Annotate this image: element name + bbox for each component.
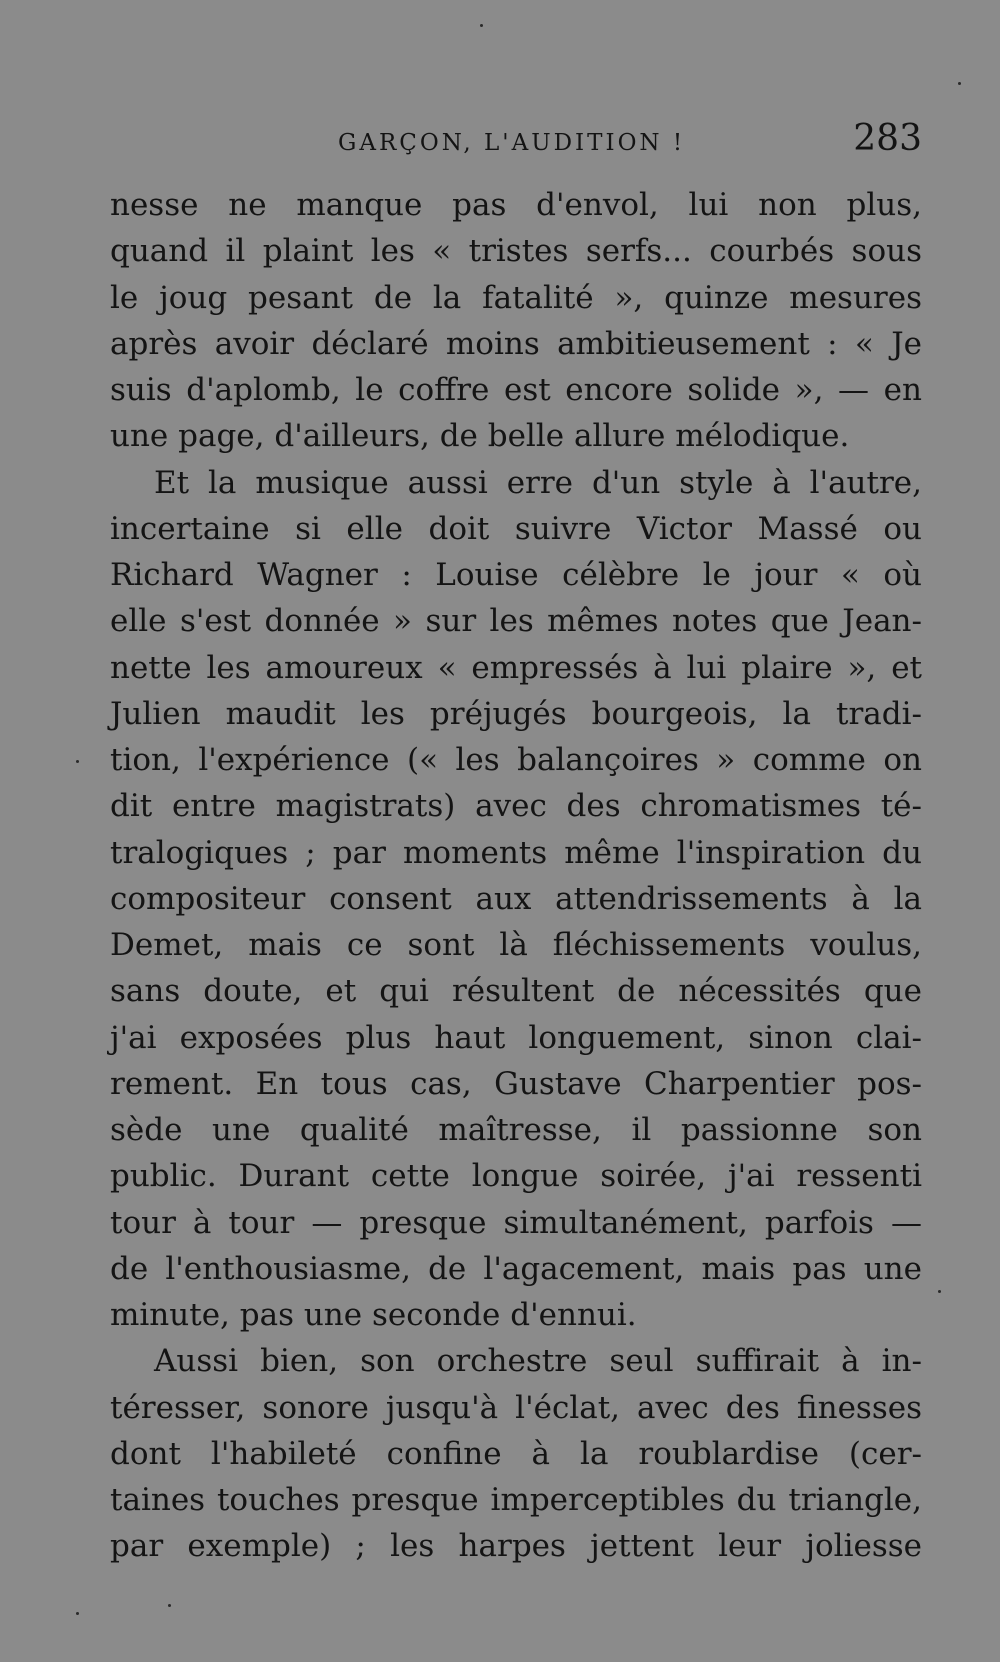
text-line: public. Durant cette longue soirée, j'ai ressenti — [110, 1158, 922, 1195]
text-line: rement. En tous cas, Gustave Charpentier pos- — [110, 1065, 922, 1102]
text-line: Julien maudit les préjugés bourgeois, la tradi- — [110, 695, 922, 732]
text-line: tralogiques ; par moments même l'inspiration du — [110, 834, 922, 871]
scan-speck — [76, 760, 79, 763]
text-line: le joug pesant de la fatalité », quinze mesures — [110, 279, 922, 316]
text-line: sans doute, et qui résultent de nécessités que — [110, 973, 922, 1010]
running-title: GARÇON, L'AUDITION ! — [338, 130, 686, 156]
text-line: Aussi bien, son orchestre seul suffirait à in- — [154, 1343, 922, 1380]
text-line: elle s'est donnée » sur les mêmes notes que Jean- — [110, 603, 922, 640]
text-line: téresser, sonore jusqu'à l'éclat, avec des finesses — [110, 1389, 922, 1426]
text-line: taines touches presque imperceptibles du triangle, — [110, 1482, 922, 1518]
scan-speck — [958, 82, 961, 85]
text-line: sède une qualité maîtresse, il passionne son — [110, 1112, 922, 1148]
text-line: Richard Wagner : Louise célèbre le jour « où — [110, 557, 922, 593]
text-line: après avoir déclaré moins ambitieusement : « Je — [110, 325, 922, 362]
text-line: une page, d'ailleurs, de belle allure mélodique. — [110, 418, 850, 455]
scan-speck — [938, 1290, 941, 1293]
page-header — [110, 118, 922, 166]
text-line: j'ai exposées plus haut longuement, sinon clai- — [110, 1019, 922, 1056]
text-line: dit entre magistrats) avec des chromatismes té- — [110, 788, 922, 825]
text-line: compositeur consent aux attendrissements à la — [110, 880, 922, 917]
text-line: Et la musique aussi erre d'un style à l'autre, — [154, 464, 922, 501]
scan-speck — [480, 24, 483, 27]
text-line: suis d'aplomb, le coffre est encore solide », — en — [110, 372, 922, 408]
body-text — [110, 182, 922, 1570]
text-line: nesse ne manque pas d'envol, lui non plus, — [110, 187, 922, 223]
text-line: tion, l'expérience (« les balançoires » comme on — [110, 742, 922, 778]
scan-speck — [76, 1612, 79, 1615]
text-line: incertaine si elle doit suivre Victor Massé ou — [110, 510, 922, 547]
text-line: minute, pas une seconde d'ennui. — [110, 1297, 637, 1333]
text-line: quand il plaint les « tristes serfs... courbés sous — [110, 233, 922, 270]
text-line: nette les amoureux « empressés à lui plaire », et — [110, 649, 922, 686]
text-line: de l'enthousiasme, de l'agacement, mais pas une — [110, 1250, 922, 1287]
page-number: 283 — [853, 118, 922, 159]
text-line: dont l'habileté confine à la roublardise (cer- — [110, 1435, 922, 1472]
text-line: par exemple) ; les harpes jettent leur joliesse — [110, 1528, 922, 1565]
scan-speck — [168, 1604, 171, 1607]
text-line: Demet, mais ce sont là fléchissements voulus, — [110, 927, 922, 963]
text-line: tour à tour — presque simultanément, parfois — — [110, 1204, 922, 1241]
